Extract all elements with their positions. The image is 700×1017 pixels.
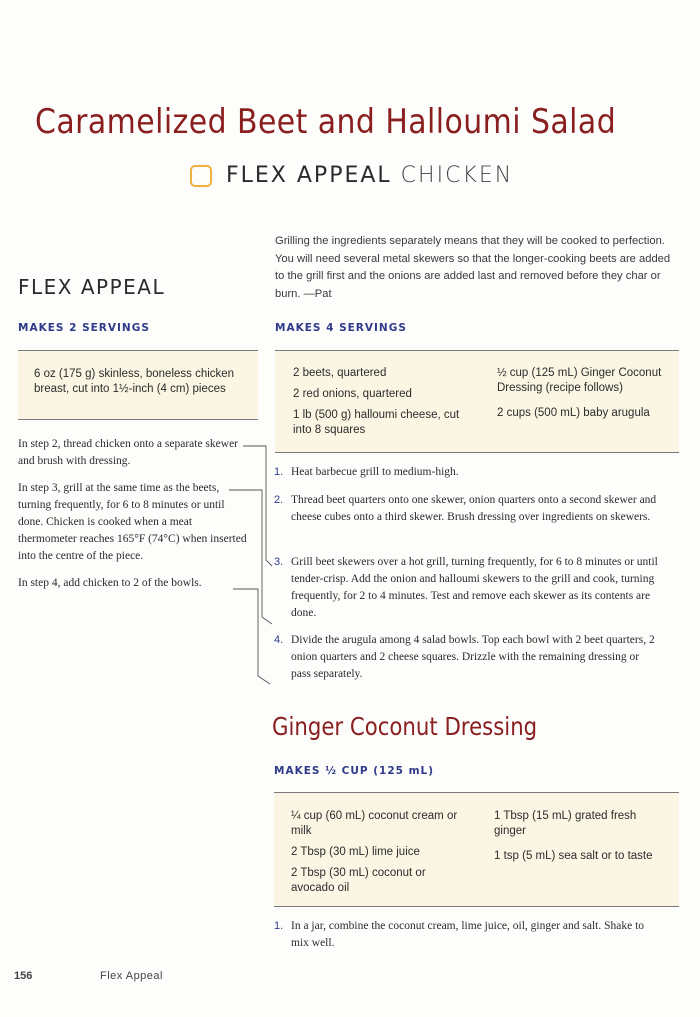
- ingredient-lime-juice: 2 Tbsp (30 mL) lime juice: [291, 846, 420, 858]
- ingredient-ginger: 1 Tbsp (15 mL) grated fresh ginger: [494, 810, 637, 837]
- ingredient-salt: 1 tsp (5 mL) sea salt or to taste: [494, 850, 653, 862]
- ingredient-oil: 2 Tbsp (30 mL) coconut or avocado oil: [291, 867, 426, 894]
- connector-step4: [233, 589, 270, 684]
- dressing-title: Ginger Coconut Dressing: [272, 712, 538, 741]
- dressing-ingredients-right: [494, 809, 669, 870]
- ingredient-arugula: 2 cups (500 mL) baby arugula: [497, 407, 650, 419]
- flex-note-2: In step 3, grill at the same time as the beets, turning frequently, for 6 to 8 minutes or until done. Chicken is cooked when a meat thermometer reaches 165°F (74°C) when inserted into the centre of the piece.: [18, 482, 247, 562]
- connector-step2: [243, 446, 272, 566]
- flex-ingredient: 6 oz (175 g) skinless, boneless chicken breast, cut into 1½-inch (4 cm) pieces: [34, 368, 235, 395]
- main-ingredient-box: [275, 350, 679, 453]
- recipe-title: Caramelized Beet and Halloumi Salad: [35, 102, 617, 142]
- subtitle-light: CHICKEN: [400, 163, 514, 188]
- ingredient-beets: 2 beets, quartered: [293, 367, 387, 379]
- main-ingredients-right: [497, 366, 667, 427]
- page-number: 156: [14, 970, 33, 982]
- ingredient-dressing: ½ cup (125 mL) Ginger Coconut Dressing (recipe follows): [497, 367, 662, 394]
- ingredient-halloumi: 1 lb (500 g) halloumi cheese, cut into 8 squares: [293, 409, 460, 436]
- ingredient-coconut-cream: ¼ cup (60 mL) coconut cream or milk: [291, 810, 458, 837]
- subtitle-bold: FLEX APPEAL: [226, 163, 392, 188]
- flex-makes: MAKES 2 SERVINGS: [18, 322, 150, 334]
- ingredient-onions: 2 red onions, quartered: [293, 388, 412, 400]
- dressing-ingredient-box: [274, 792, 679, 907]
- main-makes: MAKES 4 SERVINGS: [275, 322, 407, 334]
- main-ingredients-left: [293, 366, 478, 444]
- dressing-ingredients-left: [291, 809, 461, 902]
- flex-note-1: In step 2, thread chicken onto a separate skewer and brush with dressing.: [18, 438, 239, 467]
- section-name: Flex Appeal: [100, 970, 163, 982]
- intro-paragraph: Grilling the ingredients separately means that they will be cooked to perfection. You will need several metal skewers so that the longer-cooking beets are added to the grill first and the onions are added last and removed before they char or burn. —Pat: [275, 235, 671, 300]
- main-steps: 1. Heat barbecue grill to medium-high. 2. Thread beet quarters onto one skewer, onion quarters onto a second skewer and cheese cubes onto a third skewer. Brush dressing over ingredients on skewers. 3. Grill beet skewers over a hot grill, turning frequently, for 6 to 8 minutes or until tender-crisp. Add the onion and halloumi skewers to the grill and cook, turning frequently, for 2 to 4 minutes. Test and remove each skewer as its contents are done. 4. Divide the arugula among 4 salad bowls. Top each bowl with 2 beet quarters, 2 onion quarters and 2 cheese squares. Drizzle with the remaining dressing or pass separately.: [274, 466, 658, 680]
- flex-appeal-heading: FLEX APPEAL: [18, 275, 166, 299]
- flex-note-3: In step 4, add chicken to 2 of the bowls.: [18, 577, 202, 589]
- dressing-steps: 1. In a jar, combine the coconut cream, lime juice, oil, ginger and salt. Shake to mix well.: [274, 920, 645, 949]
- dressing-makes: MAKES ½ CUP (125 mL): [274, 765, 435, 777]
